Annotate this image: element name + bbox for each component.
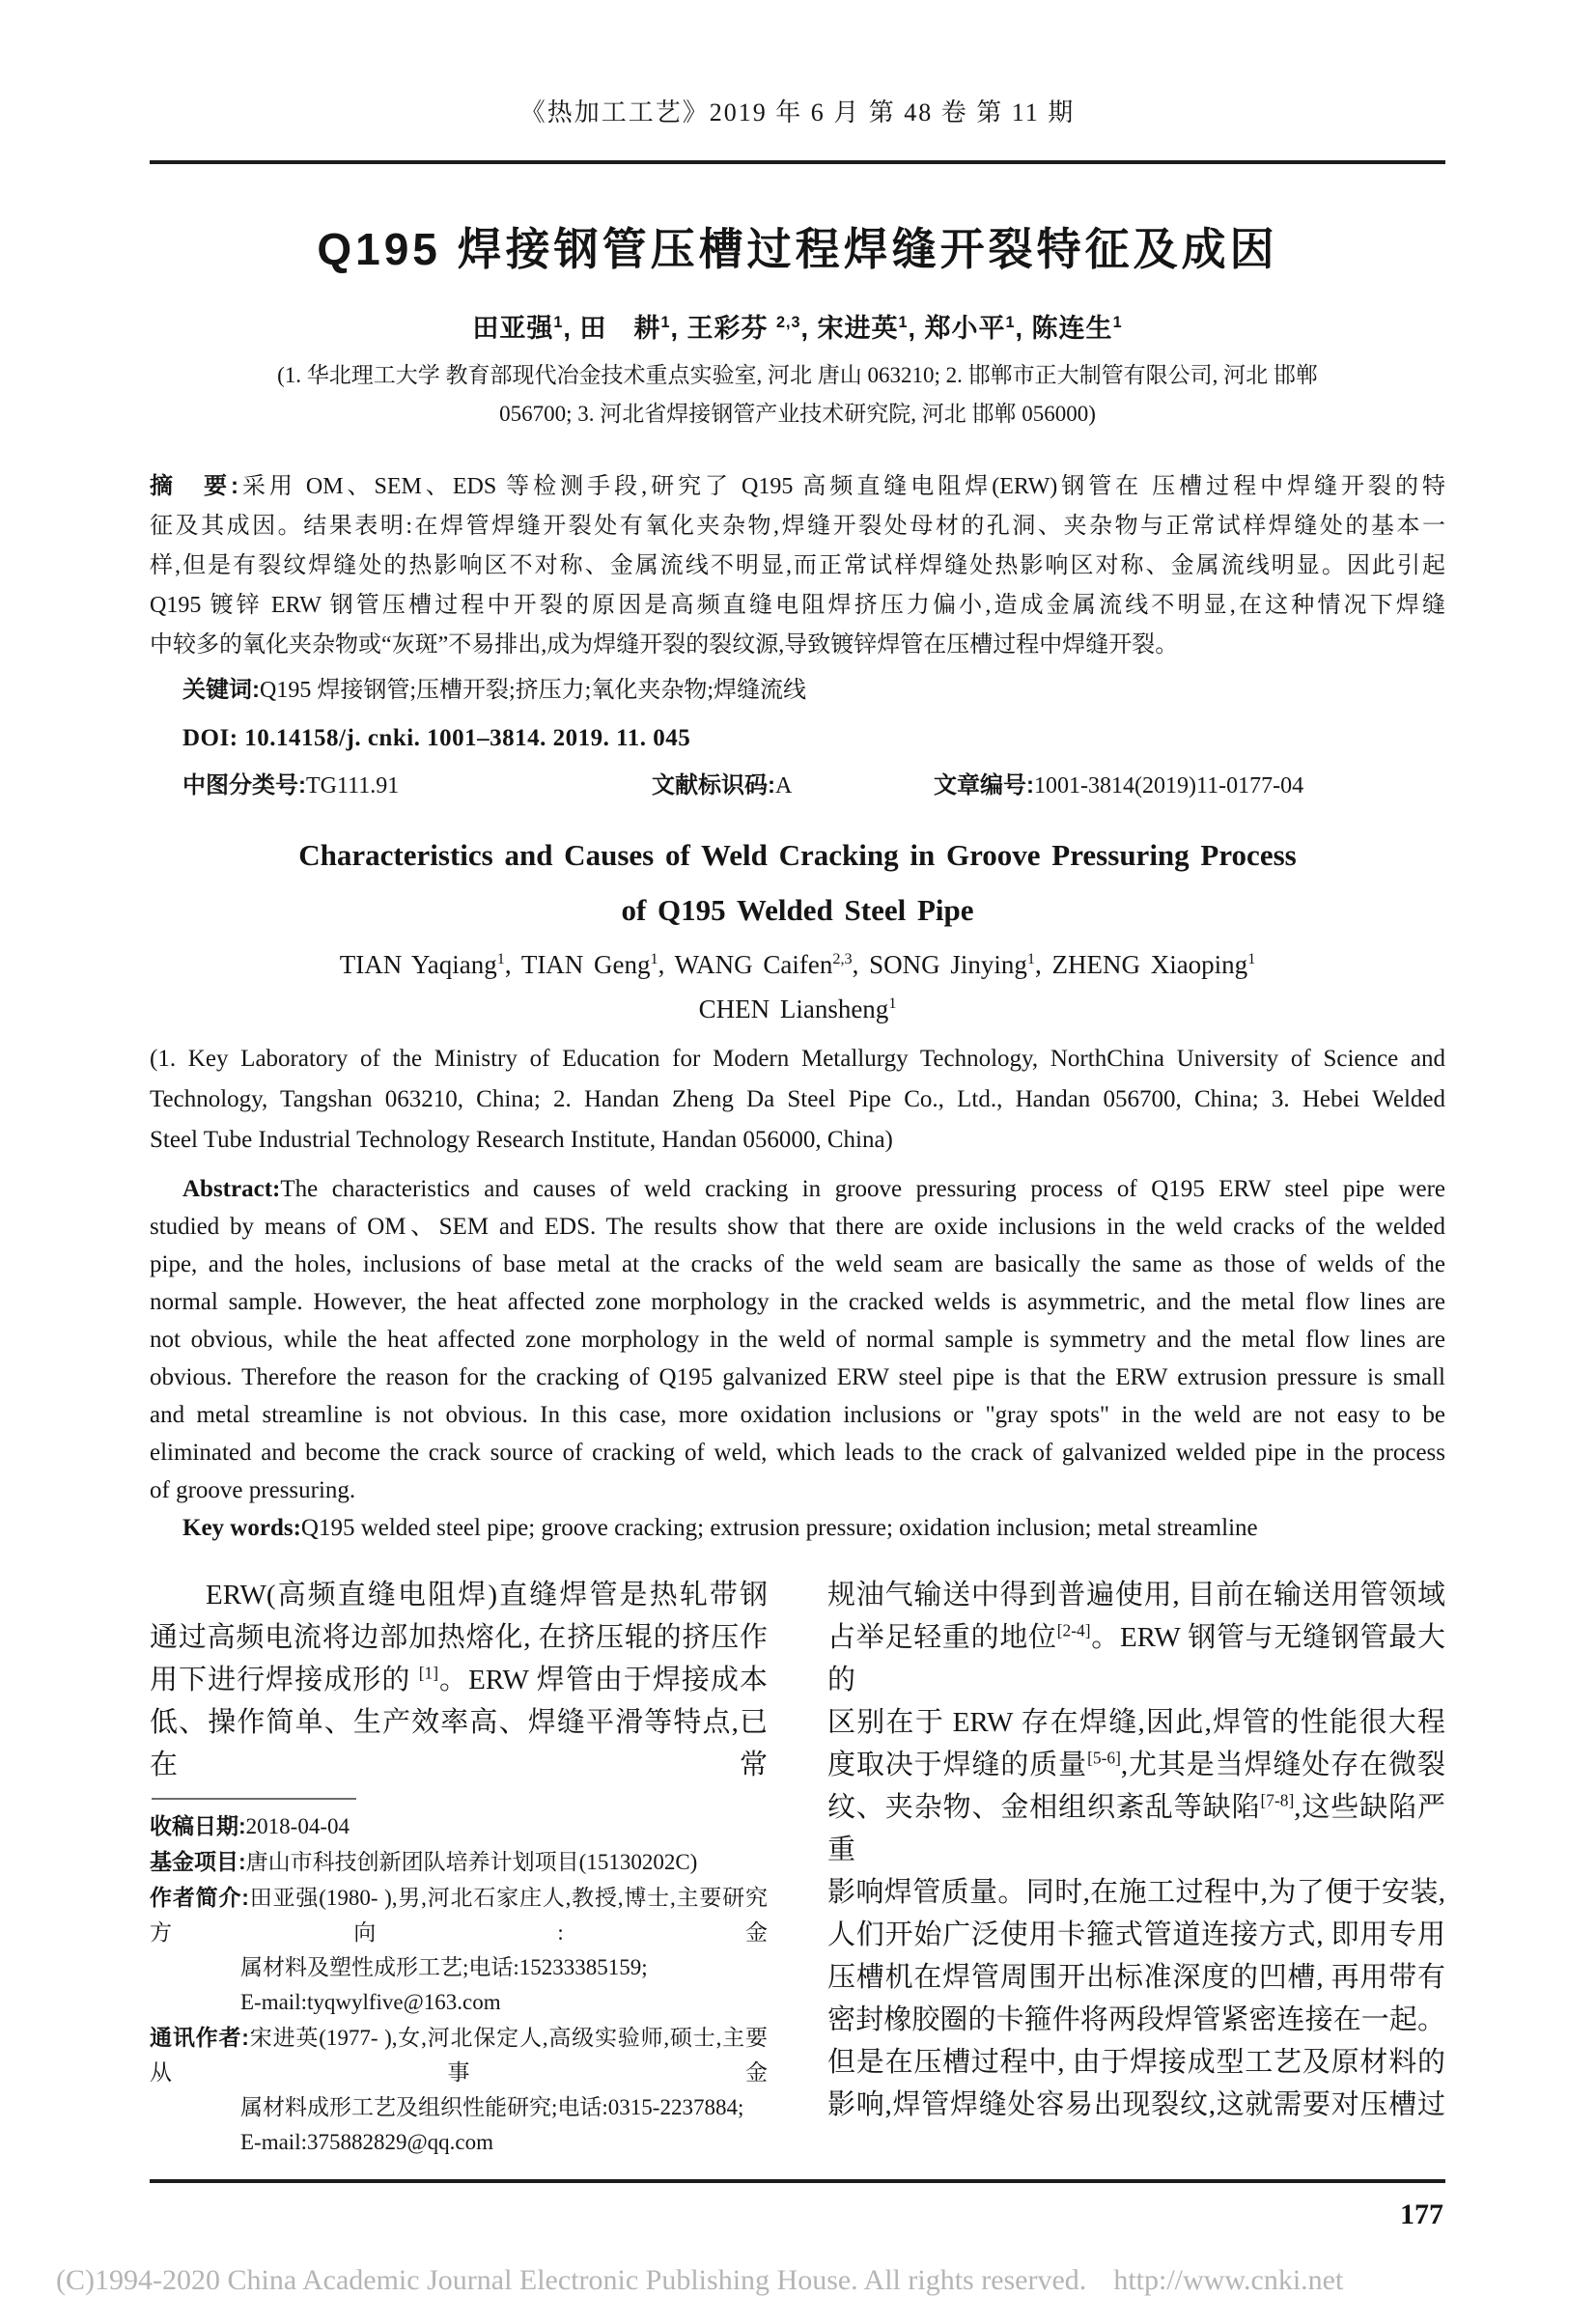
authors-cn: 田亚强$^1$, 田 耕$^1$, 王彩芬 $^{2,3}$, 宋进英$^1$, 郑小平$^1$, 陈连生$^1$ bbox=[472, 314, 1123, 343]
article-title-en: Characteristics and Causes of Weld Cracking in Groove Pressuring Process of Q195 Welded Steel Pipe bbox=[298, 838, 1297, 927]
classification-row bbox=[150, 766, 1445, 806]
footnotes: 收稿日期:2018-04-04 基金项目:唐山市科技创新团队培养计划项目(15130202C) 作者简介:田亚强(1980- ),男,河北石家庄人,教授,博士,主要研究方向:金 属材料及塑性成形工艺;电话:15233385159; E-mail:tyqwylfive@163.com 通讯作者:宋进英(1977- ),女,河北保定人,高级实验师,硕士,主要从事金 属材料成形工艺及组织性能研究;电话:0315-2237884; E-mail:375882829@qq.com bbox=[150, 1813, 768, 2154]
abstract-en: Abstract:The characteristics and causes of weld cracking in groove pressuring process of Q195 ERW steel pipe were studied by means of OM、SEM and EDS. The results show that there are oxide inclusions in the weld cracks of the welded pipe, and the holes, inclusions of base metal at the cracks of the weld seam are basically the same as those of welds of the normal sample. However, the heat affected zone morphology in the cracked welds is asymmetric, and the metal flow lines are not obvious, while the heat affected zone morphology in the weld of normal sample is symmetry and the metal flow lines are obvious. Therefore the reason for the cracking of Q195 galvanized ERW steel pipe is that the ERW extrusion pressure is small and metal streamline is not obvious. In this case, more oxidation inclusions or "gray spots" in the weld are not easy to be eliminated and become the crack source of cracking of weld, which leads to the crack of galvanized welded pipe in the process of groove pressuring. Key words:Q195 welded steel pipe; groove cracking; extrusion pressure; oxidation inclusion; metal streamline bbox=[150, 1176, 1445, 1541]
footer-url: http://www.cnki.net bbox=[1113, 2264, 1344, 2296]
header-rule bbox=[150, 160, 1445, 164]
doi-line: DOI: 10.14158/j. cnki. 1001–3814. 2019. 11. 045 bbox=[182, 725, 691, 751]
page-number: 177 bbox=[1400, 2199, 1443, 2230]
watermark-footer bbox=[56, 2264, 1596, 2297]
footnote-rule bbox=[152, 1798, 356, 1800]
body-column-right bbox=[827, 1574, 1445, 2160]
clc-number: 中图分类号:TG111.91 bbox=[182, 772, 400, 798]
journal-header: 《热加工工艺》2019 年 6 月 第 48 卷 第 11 期 bbox=[519, 98, 1076, 126]
copyright-text: (C)1994-2020 China Academic Journal Electronic Publishing House. All rights reserved. bbox=[56, 2264, 1087, 2296]
article-id: 文章编号:1001-3814(2019)11-0177-04 bbox=[934, 772, 1304, 798]
abstract-cn: 摘 要:采用 OM、SEM、EDS 等检测手段,研究了 Q195 高频直缝电阻焊(ERW)钢管在 压槽过程中焊缝开裂的特 征及其成因。结果表明:在焊管焊缝开裂处有氧化夹杂物,焊缝开裂处母材的孔洞、夹杂物与正常试样焊缝处的基本一 样,但是有裂纹焊缝处的热影响区不对称、金属流线不明显,而正常试样焊缝处热影响区对称、金属流线明显。因此引起 Q195 镀锌 ERW 钢管压槽过程中开裂的原因是高频直缝电阻焊挤压力偏小,造成金属流线不明显,在这种情况下焊缝 中较多的氧化夹杂物或“灰斑”不易排出,成为焊缝开裂的裂纹源,导致镀锌焊管在压槽过程中焊缝开裂。 bbox=[150, 473, 1445, 658]
keywords-cn: 关键词:Q195 焊接钢管;压槽开裂;挤压力;氧化夹杂物;焊缝流线 bbox=[182, 677, 807, 703]
document-code: 文献标识码:A bbox=[652, 772, 793, 798]
content-area bbox=[150, 0, 1445, 2231]
body-column-left bbox=[150, 1574, 768, 2160]
authors-en: TIAN Yaqiang$^1$, TIAN Geng$^1$, WANG Caifen$^{2,3}$, SONG Jinying$^1$, ZHENG Xiaoping$^1$ CHEN Liansheng$^1$ bbox=[339, 950, 1256, 1023]
body-columns bbox=[150, 1574, 1445, 2160]
affiliations-cn: (1. 华北理工大学 教育部现代冶金技术重点实验室, 河北 唐山 063210; 2. 邯郸市正大制管有限公司, 河北 邯郸 056700; 3. 河北省焊接钢管产业技术研究院, 河北 邯郸 056000) bbox=[277, 363, 1318, 426]
article-title-cn: Q195 焊接钢管压槽过程焊缝开裂特征及成因 bbox=[317, 224, 1278, 274]
intro-paragraph: ERW(高频直缝电阻焊)直缝焊管是热轧带钢 通过高频电流将边部加热熔化, 在挤压辊的挤压作 用下进行焊接成形的 [1]。ERW 焊管由于焊接成本 低、操作简单、生产效率高、焊缝平滑等特点,已在常 bbox=[150, 1580, 768, 1780]
footer-rule bbox=[150, 2179, 1445, 2183]
affiliations-en: (1. Key Laboratory of the Ministry of Education for Modern Metallurgy Technology, NorthChina University of Science and Technology, Tangshan 063210, China; 2. Handan Zheng Da Steel Pipe Co., Ltd., Handan 056700, China; 3. Hebei Welded Steel Tube Industrial Technology Research Institute, Handan 056000, China) bbox=[150, 1046, 1445, 1153]
body-paragraph: 规油气输送中得到普遍使用, 目前在输送用管领域 占举足轻重的地位[2-4]。ERW 钢管与无缝钢管最大的 区别在于 ERW 存在焊缝,因此,焊管的性能很大程 度取决于焊缝的质量[5-6],尤其是当焊缝处存在微裂 纹、夹杂物、金相组织紊乱等缺陷[7-8],这些缺陷严重 影响焊管质量。同时,在施工过程中,为了便于安装, 人们开始广泛使用卡箍式管道连接方式, 即用专用 压槽机在焊管周围开出标准深度的凹槽, 再用带有 密封橡胶圈的卡箍件将两段焊管紧密连接在一起。 但是在压槽过程中, 由于焊接成型工艺及原材料的 影响,焊管焊缝处容易出现裂纹,这就需要对压槽过 bbox=[827, 1580, 1445, 2120]
